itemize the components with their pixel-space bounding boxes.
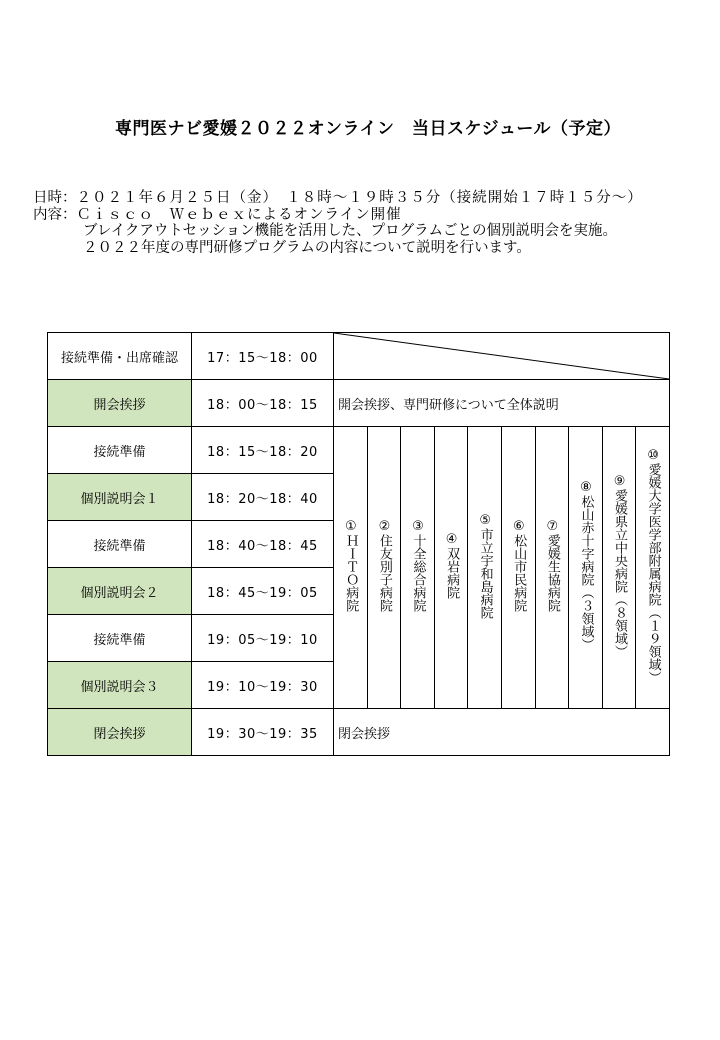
table-row: [48, 380, 670, 427]
schedule-time: 18：40～18：45: [192, 521, 334, 568]
schedule-label: 個別説明会２: [48, 568, 192, 615]
schedule-label: 接続準備・出席確認: [48, 333, 192, 380]
schedule-label: 開会挨拶: [48, 380, 192, 427]
hospital-name: ②住友別子病院: [376, 519, 392, 612]
hospital-name: ⑧松山赤十字病院（３領域）: [578, 480, 594, 651]
diagonal-line: [334, 333, 669, 379]
date-value: ２０２１年６月２５日（金） １８時～１９時３５分（接続開始１７時１５分～）: [76, 190, 643, 206]
hospital-name: ⑩愛媛大学医学部附属病院（１９領域）: [645, 447, 661, 684]
schedule-label: 接続準備: [48, 521, 192, 568]
hospital-cell: [602, 427, 636, 709]
content-line-2: [33, 223, 643, 240]
content-line-3-text: ２０２２年度の専門研修プログラムの内容について説明を行います。: [83, 239, 531, 256]
table-row: [48, 709, 670, 756]
hospital-name: ④双岩病院: [444, 532, 460, 599]
hospital-name: ③十全総合病院: [410, 519, 426, 612]
content-line-1: Ｃｉｓｃｏ Ｗｅｂｅｘによるオンライン開催: [76, 206, 402, 223]
content-line-3: [33, 240, 643, 257]
hospital-cell: [636, 427, 670, 709]
schedule-label: 接続準備: [48, 427, 192, 474]
schedule-time: 19：10～19：30: [192, 662, 334, 709]
schedule-description: 閉会挨拶: [334, 709, 670, 756]
content-row: [33, 207, 643, 224]
table-row: [48, 427, 670, 474]
hospital-name: ⑥松山市民病院: [511, 519, 527, 612]
hospital-name: ⑨愛媛県立中央病院（８領域）: [612, 473, 628, 658]
hospital-cell: [569, 427, 603, 709]
schedule-time: 18：45～19：05: [192, 568, 334, 615]
hospital-name: ⑤市立宇和島病院: [477, 512, 493, 619]
empty-diagonal-cell: [334, 333, 670, 380]
schedule-label: 閉会挨拶: [48, 709, 192, 756]
content-line-2-text: ブレイクアウトセッション機能を活用した、プログラムごとの個別説明会を実施。: [83, 223, 618, 239]
hospital-cell: [501, 427, 535, 709]
hospital-cell: [468, 427, 502, 709]
event-info: [33, 190, 643, 256]
schedule-time: 19：05～19：10: [192, 615, 334, 662]
hospital-cell: [401, 427, 435, 709]
hospital-name: ⑦愛媛生協病院: [544, 519, 560, 612]
date-label: 日時：: [33, 190, 77, 206]
schedule-time: 17：15～18：00: [192, 333, 334, 380]
schedule-time: 18：20～18：40: [192, 474, 334, 521]
date-row: [33, 190, 643, 207]
schedule-time: 19：30～19：35: [192, 709, 334, 756]
schedule-table: [47, 332, 670, 756]
schedule-description: 開会挨拶、専門研修について全体説明: [334, 380, 670, 427]
schedule-time: 18：15～18：20: [192, 427, 334, 474]
hospital-name: ①ＨＩＴＯ病院: [343, 519, 359, 612]
schedule-label: 接続準備: [48, 615, 192, 662]
table-row: [48, 333, 670, 380]
schedule-label: 個別説明会１: [48, 474, 192, 521]
content-label: 内容：: [33, 206, 77, 223]
page-title: 専門医ナビ愛媛２０２２オンライン 当日スケジュール（予定）: [115, 119, 621, 139]
schedule-label: 個別説明会３: [48, 662, 192, 709]
schedule-time: 18：00～18：15: [192, 380, 334, 427]
hospital-cell: [334, 427, 368, 709]
hospital-cell: [434, 427, 468, 709]
hospital-cell: [367, 427, 401, 709]
hospital-cell: [535, 427, 569, 709]
